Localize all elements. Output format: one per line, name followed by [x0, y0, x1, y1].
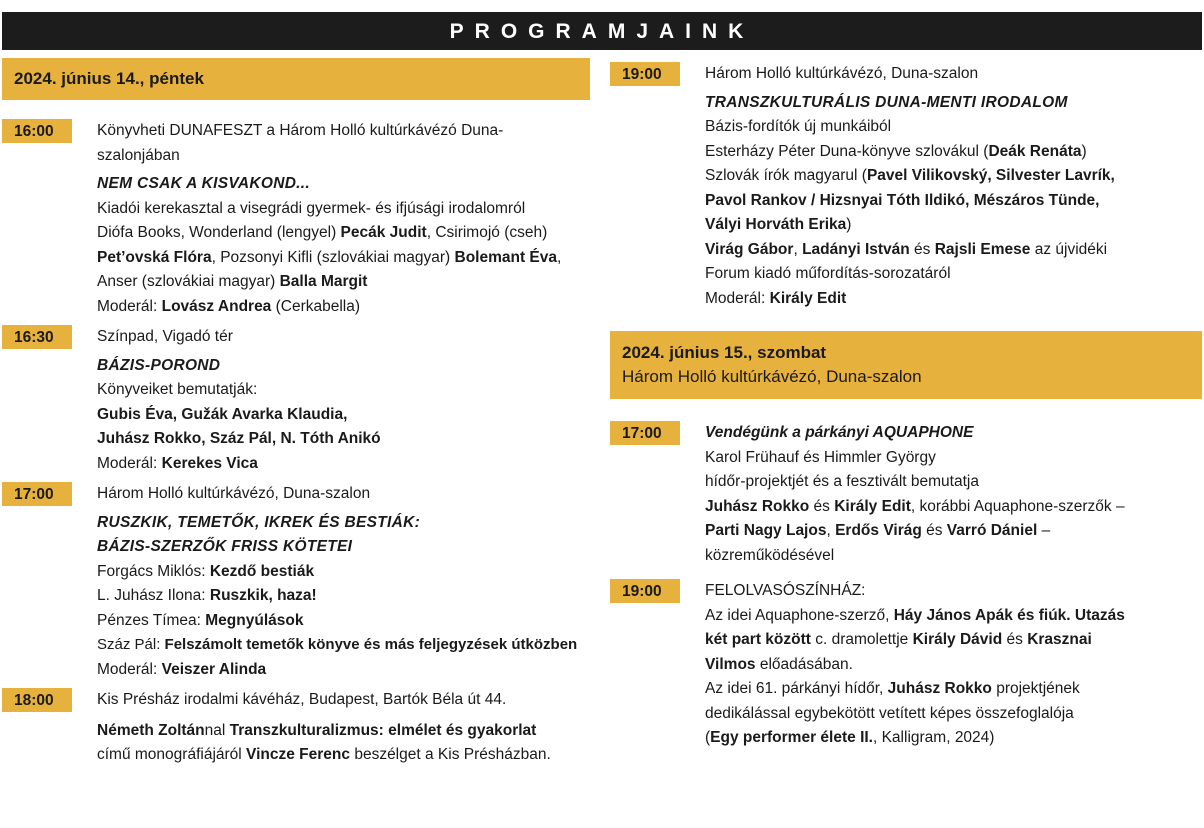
event-line — [705, 213, 1202, 238]
event-line — [97, 246, 590, 271]
event-time: 18:00 — [2, 688, 72, 712]
text-span: Bolemant Éva — [454, 248, 558, 266]
day-header-june-15 — [610, 331, 1202, 399]
text-span: – — [1037, 522, 1051, 539]
event-title: NEM CSAK A KISVAKOND... — [97, 175, 311, 192]
text-span: Kezdő bestiák — [209, 562, 315, 580]
text-span: c. dramolettje — [810, 631, 913, 648]
event-moderator — [705, 287, 1202, 312]
event-line: Könyveiket bemutatják: — [97, 381, 258, 398]
event-line — [97, 584, 590, 609]
event-line: hídőr-projektjét és a fesztivált bemutatja — [705, 473, 979, 490]
text-span: , Kalligram, 2024) — [872, 729, 995, 746]
event-time: 16:30 — [2, 325, 72, 349]
event-line: dedikálással egybekötött vetített képes összefoglalója — [705, 704, 1074, 722]
day-venue: Három Holló kultúrkávézó, Duna-szalon — [622, 367, 922, 386]
text-span: Parti Nagy Lajos — [705, 522, 827, 539]
event-moderator — [97, 295, 590, 320]
text-span: Lovász Andrea — [161, 297, 272, 315]
event-line — [705, 495, 1202, 520]
text-span: Vályi Horváth Erika — [705, 216, 847, 233]
event-line — [97, 270, 590, 295]
text-span: Varró Dániel — [946, 522, 1038, 539]
text-span: , Csirimojó (cseh) — [426, 224, 548, 241]
text-span: és — [909, 240, 935, 258]
text-span: Moderál: — [97, 660, 162, 678]
text-span: Kerekes Vica — [161, 454, 258, 472]
text-span: Pet’ovská Flóra — [97, 248, 212, 266]
event-1700 — [2, 482, 590, 682]
event-line: Gubis Éva, Gužák Avarka Klaudia, — [97, 405, 348, 423]
text-span: Deák Renáta — [988, 142, 1082, 160]
text-span: Balla Margit — [279, 273, 368, 290]
event-moderator — [97, 658, 590, 683]
text-span: Virág Gábor — [705, 240, 794, 258]
event-line: Karol Frühauf és Himmler György — [705, 448, 936, 466]
event-time: 16:00 — [2, 119, 72, 143]
text-span: Anser (szlovákiai magyar) — [97, 273, 280, 290]
event-line: Pavol Rankov / Hizsnyai Tóth Ildikó, Mészáros Tünde, — [705, 191, 1100, 209]
event-line — [705, 604, 1202, 629]
text-span: Transzkulturalizmus: elmélet és gyakorlat — [229, 721, 537, 739]
text-span: Egy performer élete II. — [710, 729, 873, 746]
event-title: TRANSZKULTURÁLIS DUNA-MENTI IRODALOM — [705, 93, 1068, 111]
event-line — [97, 560, 590, 585]
right-column — [610, 62, 1202, 751]
event-line — [97, 609, 590, 634]
text-span: Juhász Rokko — [887, 680, 992, 697]
event-line — [97, 633, 590, 658]
event-title: RUSZKIK, TEMETŐK, IKREK ÉS BESTIÁK: — [97, 513, 421, 531]
text-span: Vincze Ferenc — [246, 746, 351, 763]
event-time: 17:00 — [610, 421, 680, 445]
text-span: című monográfiájáról — [97, 746, 247, 763]
event-line — [97, 743, 590, 768]
text-span: Pavel Vilikovský, Silvester Lavrík, — [866, 167, 1115, 184]
event-time: 17:00 — [2, 482, 72, 506]
text-span: az újvidéki — [1030, 240, 1108, 258]
event-line — [705, 628, 1202, 653]
event-line — [705, 140, 1202, 165]
event-line — [705, 238, 1202, 263]
text-span: Moderál: — [97, 454, 162, 472]
text-span: Németh Zoltán — [97, 721, 205, 739]
event-line — [705, 677, 1202, 702]
event-line — [97, 719, 590, 744]
text-span: Veiszer Alinda — [161, 660, 267, 678]
event-venue: Könyvheti DUNAFESZT a Három Holló kultúrkávézó Duna-szalonjában — [97, 122, 504, 164]
event-line: Juhász Rokko, Száz Pál, N. Tóth Anikó — [97, 430, 381, 447]
text-span: Forgács Miklós: — [97, 562, 210, 580]
event-line: Bázis-fordítók új munkáiból — [705, 118, 892, 135]
text-span: , — [793, 240, 803, 258]
text-span: Pecák Judit — [340, 224, 427, 241]
text-span: nal — [204, 721, 230, 739]
text-span: Moderál: — [705, 289, 770, 307]
text-span: két part között — [705, 631, 811, 648]
text-span: Ladányi István — [802, 240, 910, 258]
event-venue: Három Holló kultúrkávézó, Duna-szalon — [705, 65, 979, 82]
event-1600 — [2, 119, 590, 319]
text-span: ) — [1081, 142, 1087, 160]
event-line: Forum kiadó műfordítás-sorozatáról — [705, 265, 951, 282]
event-venue: Három Holló kultúrkávézó, Duna-szalon — [97, 485, 371, 502]
event-line: Kiadói kerekasztal a visegrádi gyermek- és ifjúsági irodalomról — [97, 199, 526, 217]
text-span: beszélget a Kis Présházban. — [350, 746, 551, 763]
text-span: Király Dávid — [912, 631, 1003, 648]
text-span: Krasznai — [1027, 631, 1092, 648]
text-span: Megnyúlások — [205, 611, 304, 629]
text-span: , korábbi Aquaphone-szerzők – — [910, 497, 1125, 515]
event-moderator — [97, 452, 590, 477]
text-span: Szlovák írók magyarul ( — [705, 167, 867, 184]
text-span: és — [809, 497, 835, 515]
text-span: Pénzes Tímea: — [97, 611, 206, 629]
text-span: Az idei Aquaphone-szerző, — [705, 606, 894, 624]
day-date: 2024. június 15., szombat — [622, 343, 827, 362]
day-date: 2024. június 14., péntek — [14, 69, 204, 88]
event-1900-saturday — [610, 579, 1202, 751]
text-span: Ruszkik, haza! — [209, 587, 317, 604]
text-span: projektjének — [991, 680, 1080, 697]
event-title: BÁZIS-SZERZŐK FRISS KÖTETEI — [97, 538, 353, 555]
text-span: és — [921, 522, 947, 539]
text-span: Juhász Rokko — [705, 497, 810, 515]
text-span: Felszámolt temetők könyve és más feljegyzések útközben — [164, 636, 578, 653]
event-venue: FELOLVASÓSZÍNHÁZ: — [705, 582, 866, 599]
text-span: Diófa Books, Wonderland (lengyel) — [97, 224, 341, 241]
event-1900-friday — [610, 62, 1202, 311]
text-span: Vilmos — [705, 655, 756, 673]
text-span: ) — [846, 216, 852, 233]
text-span: Király Edit — [834, 497, 911, 515]
text-span: Esterházy Péter Duna-könyve szlovákul ( — [705, 142, 989, 160]
event-line: közreműködésével — [705, 546, 835, 564]
text-span: Erdős Virág — [835, 522, 922, 539]
text-span: Rajsli Emese — [934, 240, 1031, 258]
text-span: Király Edit — [769, 289, 847, 307]
text-span: ( — [705, 729, 711, 746]
page-banner — [2, 12, 1202, 50]
event-line — [705, 519, 1202, 544]
text-span: Háy János Apák és fiúk. Utazás — [893, 606, 1125, 624]
event-1700-saturday — [610, 421, 1202, 568]
text-span: , — [557, 248, 562, 266]
event-line — [705, 164, 1202, 189]
text-span: és — [1002, 631, 1028, 648]
event-venue: Színpad, Vigadó tér — [97, 328, 233, 345]
event-1630 — [2, 325, 590, 476]
text-span: Száz Pál: — [97, 636, 165, 653]
event-1800 — [2, 688, 590, 768]
event-time: 19:00 — [610, 62, 680, 86]
text-span: , — [826, 522, 836, 539]
text-span: , Pozsonyi Kifli (szlovákiai magyar) — [211, 248, 455, 266]
page-title: PROGRAMJAINK — [449, 20, 755, 43]
day-header-june-14 — [2, 58, 590, 100]
event-line — [97, 221, 590, 246]
text-span: előadásában. — [755, 655, 853, 673]
text-span: Az idei 61. párkányi hídőr, — [705, 680, 888, 697]
text-span: L. Juhász Ilona: — [97, 587, 210, 604]
event-line — [705, 726, 1202, 751]
text-span: Moderál: — [97, 297, 162, 315]
event-title: Vendégünk a párkányi AQUAPHONE — [705, 424, 974, 441]
event-time: 19:00 — [610, 579, 680, 603]
event-line — [705, 653, 1202, 678]
text-span: (Cerkabella) — [271, 297, 361, 315]
event-title: BÁZIS-POROND — [97, 356, 221, 374]
left-column — [2, 58, 590, 768]
event-venue: Kis Présház irodalmi kávéház, Budapest, Bartók Béla út 44. — [97, 691, 507, 708]
